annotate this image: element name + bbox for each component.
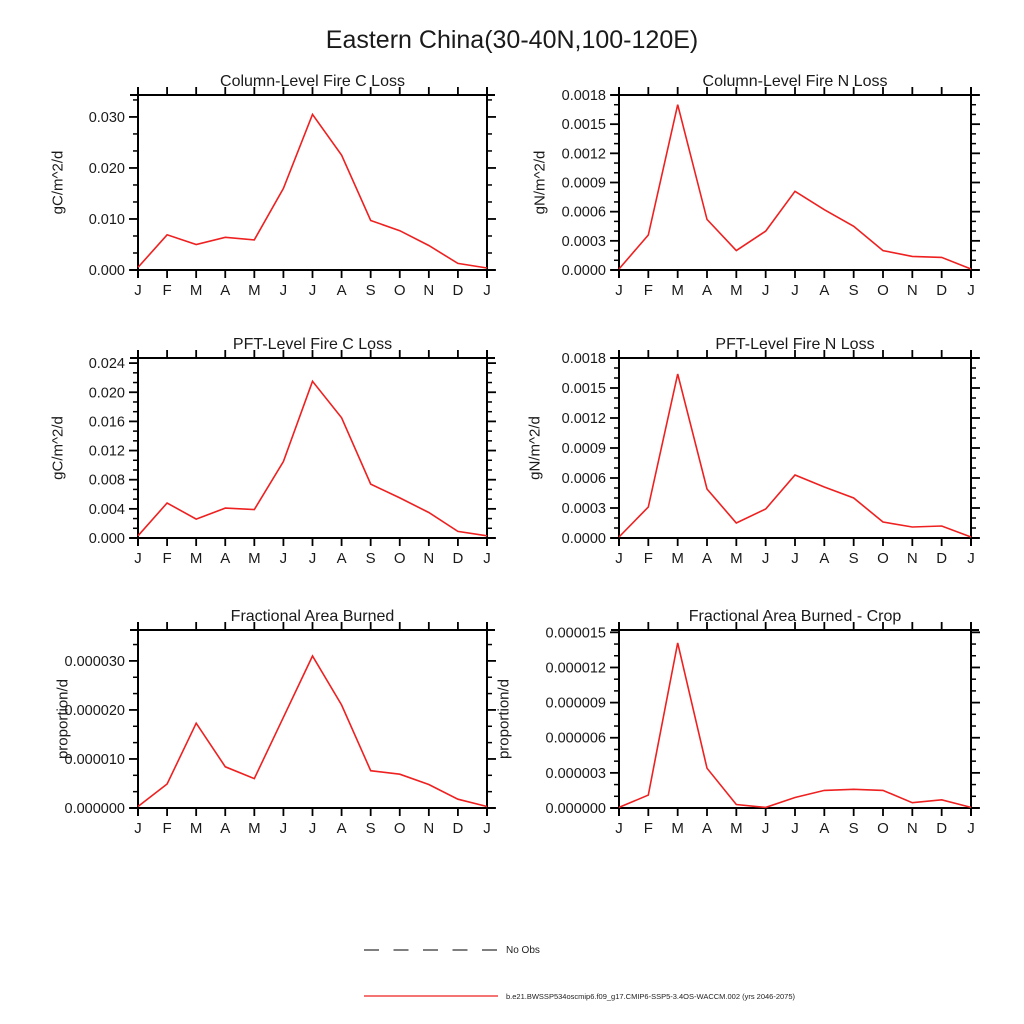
series-line <box>619 374 971 537</box>
series-line <box>138 381 487 536</box>
month-label: A <box>819 550 830 567</box>
chart-title: Column-Level Fire N Loss <box>702 73 888 90</box>
month-label: F <box>162 820 172 837</box>
y-axis-label: gC/m^2/d <box>49 150 67 215</box>
month-label: M <box>730 550 743 567</box>
chart-title: Fractional Area Burned - Crop <box>688 608 902 625</box>
y-tick-label: 0.004 <box>88 501 125 518</box>
y-tick-label: 0.0003 <box>561 233 606 250</box>
series-line <box>138 114 487 268</box>
y-tick-label: 0.020 <box>88 160 125 177</box>
chart-pft-level-fire-n-loss <box>526 336 980 567</box>
y-tick-label: 0.000020 <box>64 702 125 719</box>
month-label: M <box>248 820 261 837</box>
month-label: F <box>643 820 653 837</box>
month-label: J <box>791 820 799 837</box>
month-label: N <box>906 550 918 567</box>
chart-pft-level-fire-c-loss <box>49 336 496 567</box>
month-label: A <box>336 550 347 567</box>
month-label: M <box>671 820 684 837</box>
y-tick-label: 0.000000 <box>545 801 606 817</box>
no-obs-legend-label: No Obs <box>506 944 540 956</box>
month-label: J <box>134 820 142 837</box>
month-label: J <box>791 550 799 567</box>
series-line <box>138 656 487 807</box>
y-tick-label: 0.0018 <box>561 88 606 104</box>
month-label: A <box>220 820 231 837</box>
month-label: M <box>189 282 203 299</box>
month-label: D <box>936 820 948 837</box>
month-label: J <box>615 820 623 837</box>
month-label: D <box>452 282 464 299</box>
y-tick-label: 0.0015 <box>561 117 606 134</box>
month-label: F <box>162 282 172 299</box>
y-tick-label: 0.000 <box>88 263 125 279</box>
y-tick-label: 0.0006 <box>561 204 606 221</box>
month-label: O <box>877 550 889 567</box>
month-label: S <box>365 550 376 567</box>
series-legend-label: b.e21.BWSSP534oscmip6.f09_g17.CMIP6-SSP5-3.4OS-WACCM.002 (yrs 2046-2075) <box>506 991 796 1001</box>
y-tick-label: 0.0012 <box>561 146 606 163</box>
month-label: J <box>791 282 799 299</box>
month-label: J <box>279 550 288 567</box>
y-tick-label: 0.0000 <box>561 531 606 547</box>
month-label: A <box>819 282 830 299</box>
y-tick-label: 0.016 <box>88 414 125 431</box>
month-label: M <box>671 550 684 567</box>
month-label: N <box>906 820 918 837</box>
y-axis-label: proportion/d <box>495 678 513 760</box>
month-label: J <box>134 550 142 567</box>
y-tick-label: 0.000015 <box>545 625 606 642</box>
y-axis-label: gN/m^2/d <box>531 150 549 215</box>
y-tick-label: 0.000009 <box>545 695 606 712</box>
month-label: J <box>308 550 317 567</box>
chart-column-level-fire-c-loss <box>49 73 496 299</box>
month-label: N <box>423 550 435 567</box>
month-label: O <box>877 820 889 837</box>
month-label: A <box>220 282 231 299</box>
y-tick-label: 0.000 <box>88 531 125 547</box>
month-label: M <box>248 550 261 567</box>
month-label: J <box>483 282 491 299</box>
month-label: N <box>906 282 918 299</box>
chart-fractional-area-burned <box>54 608 496 837</box>
month-label: J <box>134 282 142 299</box>
month-label: O <box>393 550 406 567</box>
y-tick-label: 0.0009 <box>561 441 606 457</box>
month-label: D <box>936 550 948 567</box>
month-label: N <box>423 282 435 299</box>
month-label: J <box>967 820 975 837</box>
y-tick-label: 0.008 <box>88 472 125 489</box>
month-label: M <box>730 820 743 837</box>
month-label: D <box>452 820 464 837</box>
y-tick-label: 0.020 <box>88 385 125 402</box>
y-axis-label: gN/m^2/d <box>526 416 544 480</box>
month-label: J <box>967 550 975 567</box>
month-label: D <box>452 550 464 567</box>
month-label: M <box>248 282 261 299</box>
month-label: J <box>615 550 623 567</box>
chart-fractional-area-burned-crop <box>495 608 980 837</box>
y-tick-label: 0.0009 <box>561 175 606 192</box>
chart-title: Column-Level Fire C Loss <box>220 73 405 90</box>
month-label: O <box>877 282 889 299</box>
month-label: A <box>701 282 713 299</box>
month-label: J <box>761 550 770 567</box>
month-label: M <box>730 282 743 299</box>
month-label: N <box>423 820 435 837</box>
month-label: A <box>220 550 231 567</box>
no-obs-line-sample-svg <box>363 947 499 953</box>
month-label: M <box>189 820 203 837</box>
month-label: J <box>615 282 623 299</box>
y-tick-label: 0.000030 <box>64 653 125 670</box>
month-label: D <box>936 282 948 299</box>
month-label: M <box>671 282 684 299</box>
month-label: J <box>761 282 770 299</box>
y-tick-label: 0.0018 <box>561 351 606 367</box>
y-tick-label: 0.000006 <box>545 730 606 747</box>
legend-entry-no-obs <box>363 944 540 956</box>
series-line-sample-svg <box>363 993 499 999</box>
series-line <box>619 105 971 269</box>
y-tick-label: 0.0003 <box>561 501 606 517</box>
month-label: F <box>643 282 653 299</box>
month-label: M <box>189 550 203 567</box>
month-label: J <box>483 550 491 567</box>
month-label: A <box>336 820 347 837</box>
y-tick-label: 0.000000 <box>64 801 125 817</box>
y-tick-label: 0.0000 <box>561 263 606 279</box>
month-label: J <box>483 820 491 837</box>
month-label: A <box>336 282 347 299</box>
month-label: J <box>279 282 288 299</box>
month-label: J <box>308 820 317 837</box>
month-label: A <box>701 820 713 837</box>
y-tick-label: 0.030 <box>88 109 125 126</box>
month-label: S <box>848 550 859 567</box>
chart-title: PFT-Level Fire C Loss <box>232 336 393 353</box>
month-label: J <box>761 820 770 837</box>
month-label: A <box>819 820 830 837</box>
month-label: F <box>162 550 172 567</box>
y-tick-label: 0.000012 <box>545 660 606 677</box>
month-label: O <box>393 820 406 837</box>
main-title: Eastern China(30-40N,100-120E) <box>325 26 699 54</box>
y-tick-label: 0.024 <box>88 356 125 373</box>
chart-title: Fractional Area Burned <box>230 608 395 625</box>
legend-entry-series <box>363 990 795 1002</box>
y-tick-label: 0.0006 <box>561 471 606 487</box>
month-label: S <box>365 820 376 837</box>
chart-column-level-fire-n-loss <box>531 73 980 299</box>
month-label: O <box>393 282 406 299</box>
series-line <box>619 643 971 808</box>
month-label: S <box>848 282 859 299</box>
month-label: J <box>967 282 975 299</box>
y-axis-label: gC/m^2/d <box>49 416 67 480</box>
y-axis-label: proportion/d <box>54 678 72 760</box>
month-label: S <box>365 282 376 299</box>
y-tick-label: 0.000003 <box>545 765 606 782</box>
y-tick-label: 0.0015 <box>561 381 606 397</box>
y-tick-label: 0.0012 <box>561 411 606 427</box>
y-tick-label: 0.012 <box>88 443 125 460</box>
month-label: A <box>701 550 713 567</box>
month-label: F <box>643 550 653 567</box>
month-label: S <box>848 820 859 837</box>
month-label: J <box>308 282 317 299</box>
y-tick-label: 0.010 <box>88 211 125 228</box>
chart-title: PFT-Level Fire N Loss <box>715 336 875 353</box>
month-label: J <box>279 820 288 837</box>
y-tick-label: 0.000010 <box>64 751 125 768</box>
